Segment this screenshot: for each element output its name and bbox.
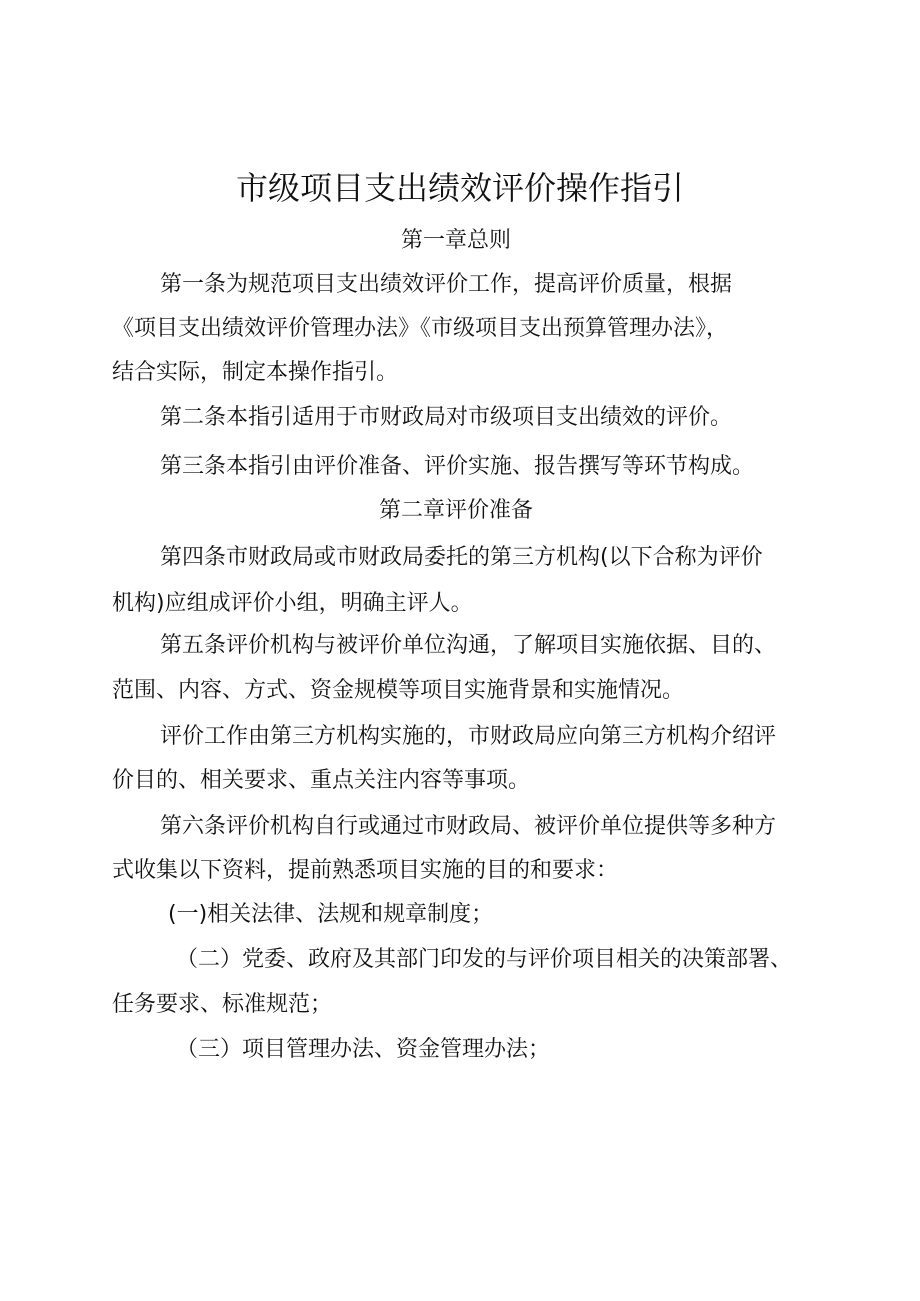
article-3: 第三条本指引由评价准备、评价实施、报告撰写等环节构成。 <box>160 454 755 479</box>
list-item-3: （三）项目管理办法、资金管理办法； <box>176 1037 551 1062</box>
article-4-line-1: 第四条市财政局或市财政局委托的第三方机构(以下合称为评价 <box>160 545 763 570</box>
list-item-2-line-2: 任务要求、标准规范； <box>112 992 333 1017</box>
article-6-line-2: 式收集以下资料，提前熟悉项目实施的目的和要求： <box>112 858 619 883</box>
article-5-line-2: 范围、内容、方式、资金规模等项目实施背景和实施情况。 <box>112 678 685 703</box>
third-party-line-2: 价目的、相关要求、重点关注内容等事项。 <box>112 768 531 793</box>
third-party-line-1: 评价工作由第三方机构实施的，市财政局应向第三方机构介绍评 <box>160 724 777 749</box>
document-title: 市级项目支出绩效评价操作指引 <box>235 169 684 207</box>
article-1-line-3: 结合实际，制定本操作指引。 <box>112 360 399 385</box>
chapter-heading-2: 第二章评价准备 <box>378 498 533 523</box>
article-1-line-2: 《项目支出绩效评价管理办法》《市级项目支出预算管理办法》， <box>112 316 729 341</box>
chapter-heading-1: 第一章总则 <box>400 228 511 253</box>
list-item-1: (一)相关法律、法规和规章制度； <box>168 902 494 927</box>
article-2: 第二条本指引适用于市财政局对市级项目支出绩效的评价。 <box>160 405 733 430</box>
article-4-line-2: 机构)应组成评价小组，明确主评人。 <box>112 591 473 616</box>
article-6-line-1: 第六条评价机构自行或通过市财政局、被评价单位提供等多种方 <box>160 814 777 839</box>
article-1-line-1: 第一条为规范项目支出绩效评价工作，提高评价质量，根据 <box>160 272 733 297</box>
list-item-2-line-1: （二）党委、政府及其部门印发的与评价项目相关的决策部署、 <box>176 947 793 972</box>
article-5-line-1: 第五条评价机构与被评价单位沟通，了解项目实施依据、目的、 <box>160 633 777 658</box>
